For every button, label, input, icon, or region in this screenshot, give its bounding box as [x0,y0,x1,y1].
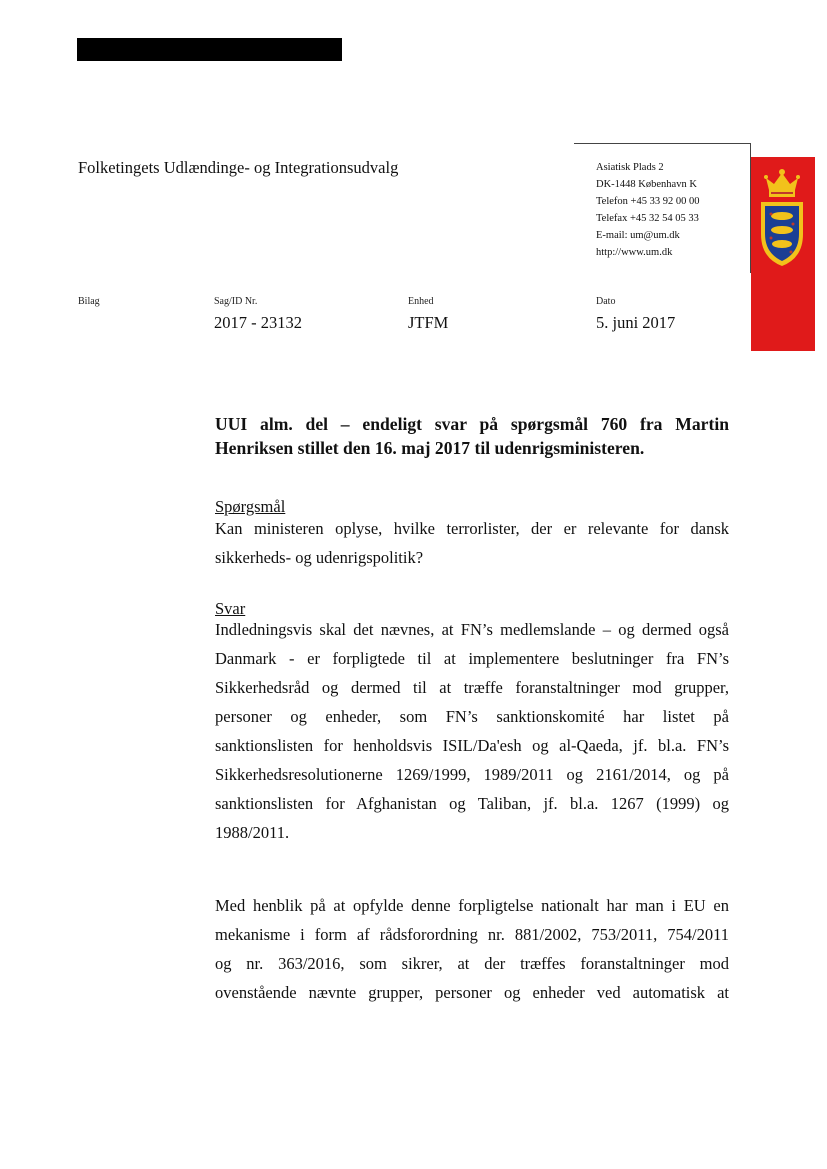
text-line: Danmark - er forpligtede til at implementere beslutninger fra FN’s [215,649,729,668]
address-web[interactable]: http://www.um.dk [596,247,673,258]
sag-label: Sag/ID Nr. [214,296,258,307]
dato-label: Dato [596,296,616,307]
sender-address [596,159,699,261]
address-fax: Telefax +45 32 54 05 33 [596,213,699,224]
text-line: Indledningsvis skal det nævnes, at FN’s medlemslande – og dermed også [215,620,729,639]
answer-title: Svar [215,599,246,618]
question-title: Spørgsmål [215,497,286,516]
address-street: Asiatisk Plads 2 [596,162,664,173]
question-text [215,514,729,572]
redaction-bar [77,38,342,61]
text-line: sikkerheds- og udenrigspolitik? [215,548,424,567]
text-line: Kan ministeren oplyse, hvilke terrorlister, der er relevante for dansk [215,519,729,538]
text-line: ovenstående nævnte grupper, personer og enheder ved automatisk at [215,983,729,1002]
paragraph-two [215,891,729,1007]
coat-of-arms-icon [757,168,807,268]
sag-value: 2017 - 23132 [214,313,302,332]
text-line: sanktionslisten for henholdsvis ISIL/Da'esh og al-Qaeda, jf. bl.a. FN’s [215,736,729,755]
recipient: Folketingets Udlændinge- og Integrationsudvalg [78,158,399,177]
enhed-label: Enhed [408,296,434,307]
text-line: personer og enheder, som FN’s sanktionskomité har listet på [215,707,729,726]
enhed-value: JTFM [408,313,449,332]
address-phone: Telefon +45 33 92 00 00 [596,196,700,207]
address-email[interactable]: E-mail: um@um.dk [596,230,680,241]
address-frame-top [574,143,751,144]
subject-line: UUI alm. del – endeligt svar på spørgsmål 760 fra Martin [215,414,729,434]
answer-text [215,615,729,847]
text-line: mekanisme i form af rådsforordning nr. 881/2002, 753/2011, 754/2011 [215,925,729,944]
text-line: Sikkerhedsresolutionerne 1269/1999, 1989/2011 og 2161/2014, og på [215,765,729,784]
text-line: 1988/2011. [215,823,290,842]
text-line: Med henblik på at opfylde denne forpligtelse nationalt har man i EU en [215,896,729,915]
dato-value: 5. juni 2017 [596,313,676,332]
subject-line: Henriksen stillet den 16. maj 2017 til udenrigsministeren. [215,438,645,458]
address-city: DK-1448 København K [596,179,697,190]
text-line: og nr. 363/2016, som sikrer, at der træffes foranstaltninger mod [215,954,729,973]
bilag-label: Bilag [78,296,100,307]
subject-heading [215,412,729,460]
text-line: Sikkerhedsråd og dermed til at træffe foranstaltninger mod grupper, [215,678,729,697]
text-line: sanktionslisten for Afghanistan og Taliban, jf. bl.a. 1267 (1999) og [215,794,729,813]
